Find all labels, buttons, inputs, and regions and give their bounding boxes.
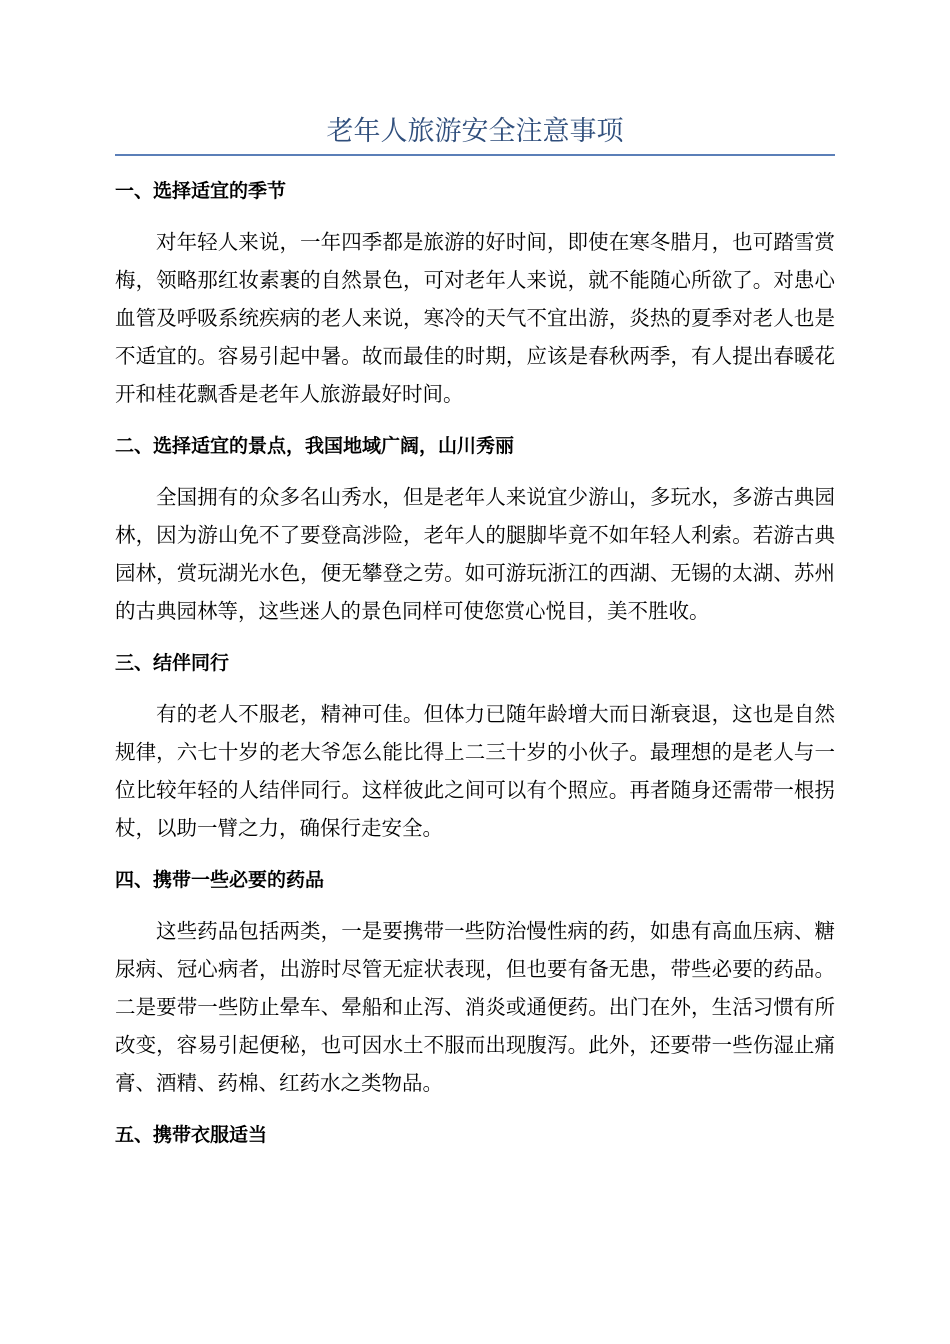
- section-heading: 四、携带一些必要的药品: [115, 869, 325, 891]
- section-paragraph: 对年轻人来说，一年四季都是旅游的好时间，即使在寒冬腊月，也可踏雪赏梅，领略那红妆素裹的自然景色，可对老年人来说，就不能随心所欲了。对患心血管及呼吸系统疾病的老人来说，寒冷的天气不宜出游，炎热的夏季对老人也是不适宜的。容易引起中暑。故而最佳的时期，应该是春秋两季，有人提出春暖花开和桂花飘香是老年人旅游最好时间。: [115, 230, 835, 406]
- document-body: [115, 174, 835, 1167]
- section-paragraph: 有的老人不服老，精神可佳。但体力已随年龄增大而日渐衰退，这也是自然规律，六七十岁的老大爷怎么能比得上二三十岁的小伙子。最理想的是老人与一位比较年轻的人结伴同行。这样彼此之间可以有个照应。再者随身还需带一根拐杖，以助一臂之力，确保行走安全。: [115, 702, 835, 840]
- section-medicine: [115, 863, 835, 1102]
- section-paragraph: 这些药品包括两类，一是要携带一些防治慢性病的药，如患有高血压病、糖尿病、冠心病者，出游时尽管无症状表现，但也要有备无患，带些必要的药品。二是要带一些防止晕车、晕船和止泻、消炎或通便药。出门在外，生活习惯有所改变，容易引起便秘，也可因水土不服而出现腹泻。此外，还要带一些伤湿止痛膏、酒精、药棉、红药水之类物品。: [115, 919, 835, 1095]
- section-clothing: [115, 1118, 835, 1152]
- section-paragraph: 全国拥有的众多名山秀水，但是老年人来说宜少游山，多玩水，多游古典园林，因为游山免不了要登高涉险，老年人的腿脚毕竟不如年轻人利索。若游古典园林，赏玩湖光水色，便无攀登之劳。如可游玩浙江的西湖、无锡的太湖、苏州的古典园林等，这些迷人的景色同样可使您赏心悦目，美不胜收。: [115, 485, 835, 623]
- section-seasons: [115, 174, 835, 413]
- section-heading: 三、结伴同行: [115, 652, 230, 674]
- section-travel-companion: [115, 646, 835, 847]
- section-scenic-spots: [115, 429, 835, 630]
- title-underline: [115, 154, 835, 156]
- section-heading: 一、选择适宜的季节: [115, 180, 287, 202]
- section-heading: 五、携带衣服适当: [115, 1124, 268, 1146]
- document-title: 老年人旅游安全注意事项: [326, 116, 624, 147]
- section-heading: 二、选择适宜的景点，我国地域广阔，山川秀丽: [115, 435, 515, 457]
